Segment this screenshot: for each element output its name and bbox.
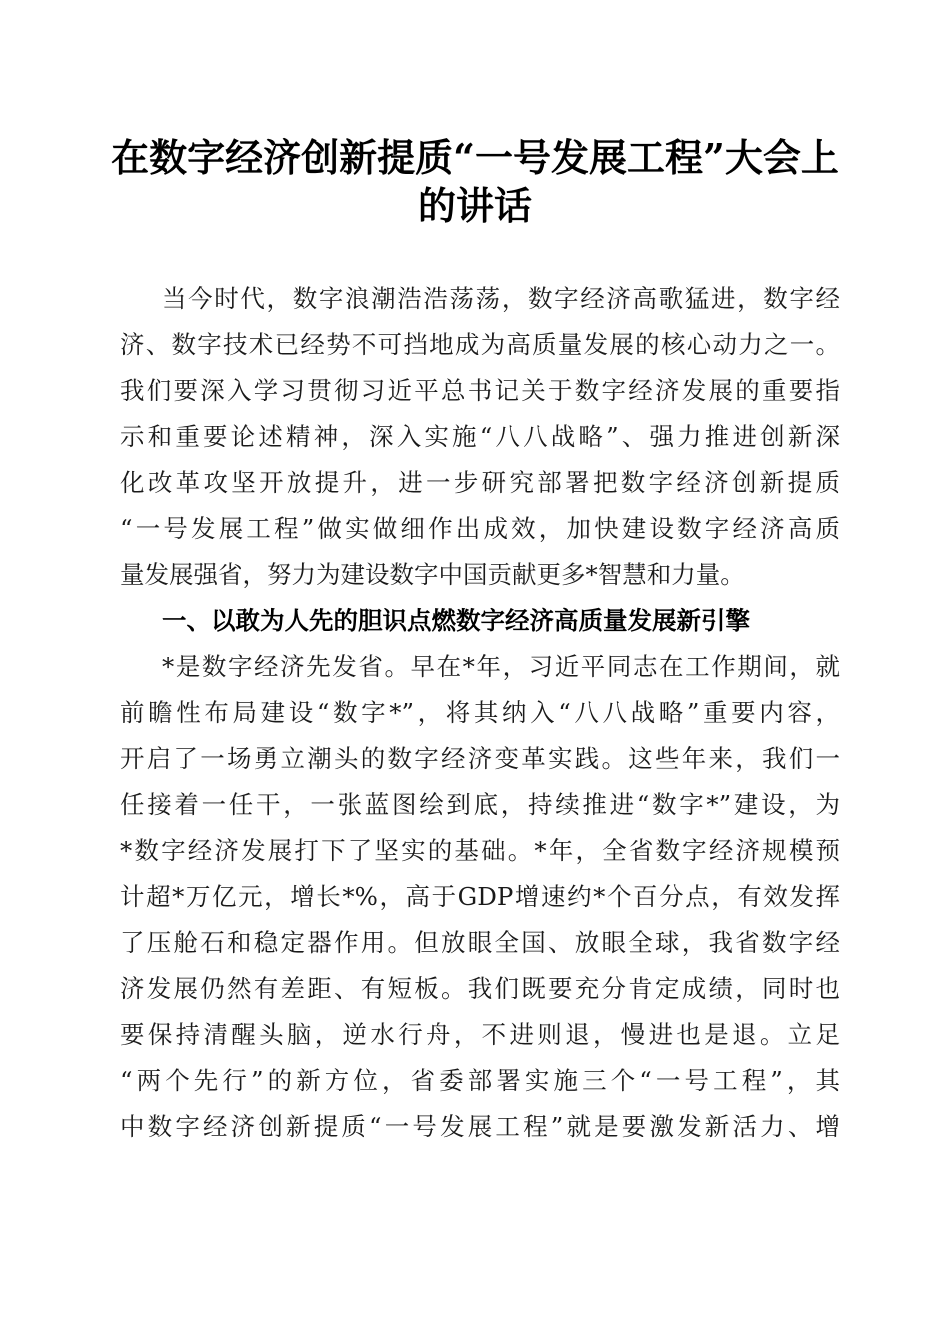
paragraph-line: 要保持清醒头脑，逆水行舟，不进则退，慢进也是退。立足 xyxy=(120,1020,840,1049)
paragraph-line: 当今时代，数字浪潮浩浩荡荡，数字经济高歌猛进，数字经 xyxy=(162,284,840,313)
paragraph-line: 量发展强省，努力为建设数字中国贡献更多*智慧和力量。 xyxy=(120,560,745,589)
section-heading-1: 一、以敢为人先的胆识点燃数字经济高质量发展新引擎 xyxy=(162,606,750,635)
document-body xyxy=(120,276,840,1150)
paragraph-2 xyxy=(120,644,840,1150)
paragraph-1 xyxy=(120,276,840,598)
paragraph-line: 前瞻性布局建设“数字*”，将其纳入“八八战略”重要内容， xyxy=(120,698,840,727)
paragraph-line: 计超*万亿元，增长*%，高于GDP增速约*个百分点，有效发挥 xyxy=(120,882,840,911)
paragraph-line: 示和重要论述精神，深入实施“八八战略”、强力推进创新深 xyxy=(120,422,840,451)
paragraph-line: 了压舱石和稳定器作用。但放眼全国、放眼全球，我省数字经 xyxy=(120,928,840,957)
document-title xyxy=(100,134,850,230)
paragraph-line: 中数字经济创新提质“一号发展工程”就是要激发新活力、增 xyxy=(120,1112,840,1141)
paragraph-line: 任接着一任干，一张蓝图绘到底，持续推进“数字*”建设，为 xyxy=(120,790,840,819)
paragraph-line: 开启了一场勇立潮头的数字经济变革实践。这些年来，我们一 xyxy=(120,744,840,773)
paragraph-line: 济发展仍然有差距、有短板。我们既要充分肯定成绩，同时也 xyxy=(120,974,840,1003)
paragraph-line: “两个先行”的新方位，省委部署实施三个“一号工程”，其 xyxy=(120,1066,840,1095)
paragraph-line: 化改革攻坚开放提升，进一步研究部署把数字经济创新提质 xyxy=(120,468,840,497)
paragraph-line: 济、数字技术已经势不可挡地成为高质量发展的核心动力之一。 xyxy=(120,330,840,359)
paragraph-line: *数字经济发展打下了坚实的基础。*年，全省数字经济规模预 xyxy=(120,836,840,865)
paragraph-line: “一号发展工程”做实做细作出成效，加快建设数字经济高质 xyxy=(120,514,840,543)
title-line-2: 的讲话 xyxy=(417,183,532,228)
title-line-1: 在数字经济创新提质“一号发展工程”大会上 xyxy=(111,135,839,180)
paragraph-line: 我们要深入学习贯彻习近平总书记关于数字经济发展的重要指 xyxy=(120,376,840,405)
paragraph-line: *是数字经济先发省。早在*年，习近平同志在工作期间，就 xyxy=(162,652,840,681)
